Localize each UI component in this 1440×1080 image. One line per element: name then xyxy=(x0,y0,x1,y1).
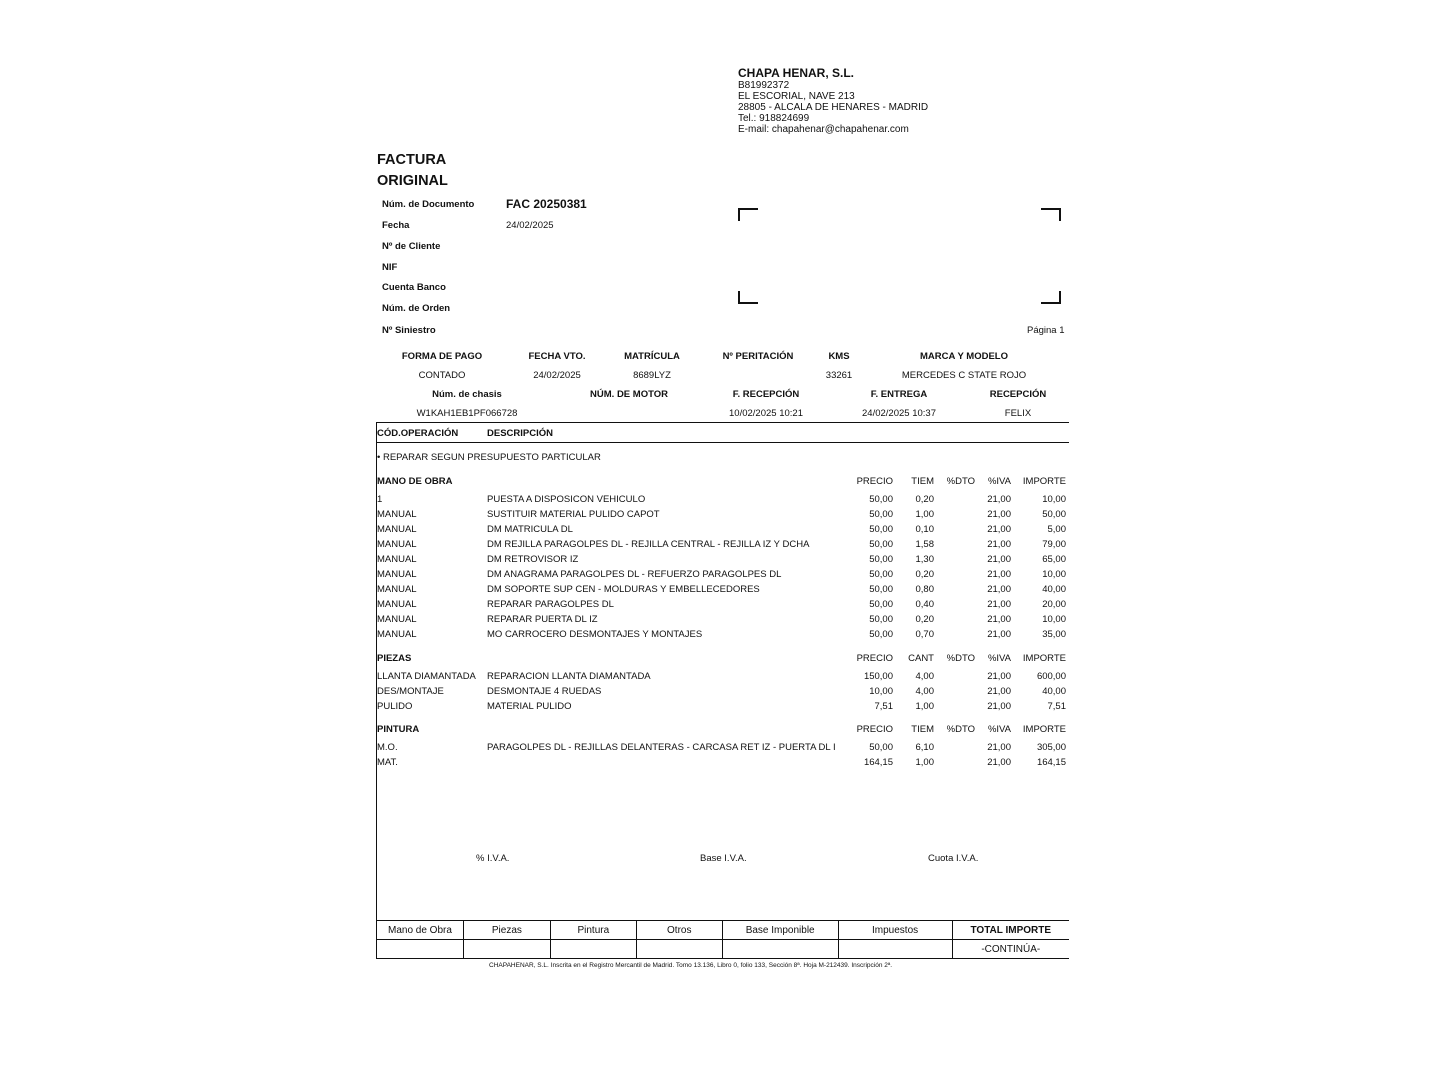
section-column-header: %DTO xyxy=(946,476,975,487)
line-item-description: PARAGOLPES DL - REJILLAS DELANTERAS - CARCASA RET IZ - PUERTA DL I xyxy=(487,742,836,753)
field-label-document-number: Núm. de Documento xyxy=(382,199,475,210)
vehicle-make-model-value: MERCEDES C STATE ROJO xyxy=(901,370,1027,381)
company-cif: B81992372 xyxy=(738,80,790,91)
line-item-amount: 40,00 xyxy=(1042,686,1066,697)
company-email: E-mail: chapahenar@chapahenar.com xyxy=(738,124,909,135)
line-item-description: PUESTA A DISPOSICON VEHICULO xyxy=(487,494,646,505)
line-item-amount: 0,70 xyxy=(915,629,934,640)
company-name: CHAPA HENAR, S.L. xyxy=(738,66,855,80)
line-item-amount: 35,00 xyxy=(1042,629,1066,640)
line-item-description: REPARAR PUERTA DL IZ xyxy=(487,614,598,625)
section-title: MANO DE OBRA xyxy=(377,476,453,487)
totals-value-paint xyxy=(550,940,636,959)
totals-header-parts: Piezas xyxy=(463,921,550,940)
line-item-amount: 21,00 xyxy=(987,584,1011,595)
totals-value-taxes xyxy=(838,940,952,959)
line-item-amount: 21,00 xyxy=(987,569,1011,580)
section-column-header: PRECIO xyxy=(856,724,893,735)
line-item-amount: 50,00 xyxy=(869,614,893,625)
line-item-code: MANUAL xyxy=(377,509,417,520)
line-item-amount: 600,00 xyxy=(1036,671,1066,682)
line-item-code: MANUAL xyxy=(377,629,417,640)
field-value-document-number: FAC 20250381 xyxy=(506,197,587,211)
line-item-amount: 21,00 xyxy=(987,629,1011,640)
totals-value-total: -CONTINÚA- xyxy=(981,943,1041,955)
line-item-code: MANUAL xyxy=(377,554,417,565)
line-item-amount: 21,00 xyxy=(987,554,1011,565)
vat-amount-label: Cuota I.V.A. xyxy=(928,853,979,864)
line-item-amount: 164,15 xyxy=(1036,757,1066,768)
line-item-code: DES/MONTAJE xyxy=(377,686,444,697)
line-item-code: PULIDO xyxy=(377,701,413,712)
line-item-amount: 0,40 xyxy=(915,599,934,610)
line-item-amount: 7,51 xyxy=(1047,701,1066,712)
section-column-header: CANT xyxy=(908,653,934,664)
vehicle-kms-value: 33261 xyxy=(825,370,853,381)
section-title: PINTURA xyxy=(377,724,420,735)
line-item-amount: 21,00 xyxy=(987,671,1011,682)
line-item-description: REPARAR PARAGOLPES DL xyxy=(487,599,614,610)
section-column-header: %IVA xyxy=(987,724,1011,735)
totals-value-taxable-base xyxy=(722,940,838,959)
vehicle-delivery-date-value: 24/02/2025 10:37 xyxy=(862,408,936,419)
line-item-description: DM MATRICULA DL xyxy=(487,524,573,535)
line-item-amount: 1,00 xyxy=(915,701,934,712)
vehicle-header-make-model: MARCA Y MODELO xyxy=(920,351,1008,362)
address-window-corner-br xyxy=(1041,291,1061,304)
line-item-amount: 50,00 xyxy=(869,509,893,520)
line-item-amount: 21,00 xyxy=(987,539,1011,550)
line-item-code: MANUAL xyxy=(377,599,417,610)
lines-header-divider xyxy=(376,442,1069,443)
line-item-code: M.O. xyxy=(377,742,398,753)
line-item-amount: 0,20 xyxy=(915,569,934,580)
field-label-bank-account: Cuenta Banco xyxy=(382,282,446,293)
line-item-amount: 10,00 xyxy=(1042,614,1066,625)
line-item-amount: 4,00 xyxy=(915,671,934,682)
totals-header-paint: Pintura xyxy=(550,921,636,940)
vehicle-header-kms: KMS xyxy=(828,351,850,362)
line-item-description: REPARACION LLANTA DIAMANTADA xyxy=(487,671,651,682)
vat-percent-label: % I.V.A. xyxy=(476,853,510,864)
registry-footer-note: CHAPAHENAR, S.L. Inscrita en el Registro Mercantil de Madrid. Tomo 13.136, Libro 0, folio 133, Sección 8ª. Hoja M-212439. Inscripción 2ª. xyxy=(489,962,893,969)
section-column-header: IMPORTE xyxy=(1022,476,1066,487)
line-item-amount: 4,00 xyxy=(915,686,934,697)
line-item-code: MAT. xyxy=(377,757,398,768)
vat-base-label: Base I.V.A. xyxy=(700,853,747,864)
line-item-amount: 50,00 xyxy=(869,569,893,580)
totals-table xyxy=(376,920,1069,959)
address-window-corner-tl xyxy=(738,208,758,221)
line-item-amount: 1,30 xyxy=(915,554,934,565)
line-item-code: LLANTA DIAMANTADA xyxy=(377,671,476,682)
totals-header-labour: Mano de Obra xyxy=(377,921,464,940)
intro-line: • REPARAR SEGUN PRESUPUESTO PARTICULAR xyxy=(377,452,601,463)
line-item-amount: 21,00 xyxy=(987,524,1011,535)
line-item-amount: 10,00 xyxy=(869,686,893,697)
line-item-description: DM REJILLA PARAGOLPES DL - REJILLA CENTRAL - REJILLA IZ Y DCHA xyxy=(487,539,810,550)
vehicle-header-receptionist: RECEPCIÓN xyxy=(989,389,1047,400)
line-item-description: MATERIAL PULIDO xyxy=(487,701,572,712)
vehicle-due-date-value: 24/02/2025 xyxy=(533,370,581,381)
line-item-amount: 50,00 xyxy=(869,539,893,550)
vehicle-payment-value: CONTADO xyxy=(418,370,466,381)
lines-header-code: CÓD.OPERACIÓN xyxy=(377,428,459,439)
field-value-date: 24/02/2025 xyxy=(506,220,554,231)
line-item-amount: 40,00 xyxy=(1042,584,1066,595)
company-phone: Tel.: 918824699 xyxy=(738,113,810,124)
line-item-amount: 50,00 xyxy=(869,524,893,535)
line-item-code: 1 xyxy=(377,494,383,505)
line-item-amount: 21,00 xyxy=(987,757,1011,768)
line-item-amount: 50,00 xyxy=(869,494,893,505)
line-item-amount: 5,00 xyxy=(1047,524,1066,535)
vehicle-header-engine: NÚM. DE MOTOR xyxy=(590,389,668,400)
line-item-amount: 0,20 xyxy=(915,614,934,625)
line-item-amount: 10,00 xyxy=(1042,569,1066,580)
line-item-amount: 21,00 xyxy=(987,686,1011,697)
company-city: 28805 - ALCALA DE HENARES - MADRID xyxy=(738,102,929,113)
totals-value-others xyxy=(636,940,722,959)
section-column-header: PRECIO xyxy=(856,476,893,487)
totals-header-others: Otros xyxy=(636,921,722,940)
line-item-amount: 21,00 xyxy=(987,614,1011,625)
section-column-header: TIEM xyxy=(911,476,934,487)
line-item-amount: 1,00 xyxy=(915,509,934,520)
vehicle-header-reception-date: F. RECEPCIÓN xyxy=(732,389,800,400)
totals-header-taxes: Impuestos xyxy=(838,921,952,940)
line-item-amount: 21,00 xyxy=(987,509,1011,520)
vehicle-receptionist-value: FELIX xyxy=(1004,408,1032,419)
vehicle-header-chassis: Núm. de chasis xyxy=(432,389,502,400)
line-item-description: DM ANAGRAMA PARAGOLPES DL - REFUERZO PARAGOLPES DL xyxy=(487,569,782,580)
line-item-amount: 50,00 xyxy=(869,629,893,640)
line-item-amount: 305,00 xyxy=(1036,742,1066,753)
line-item-code: MANUAL xyxy=(377,539,417,550)
address-window-corner-bl xyxy=(738,291,758,304)
line-item-code: MANUAL xyxy=(377,569,417,580)
line-item-amount: 50,00 xyxy=(869,584,893,595)
line-item-amount: 0,80 xyxy=(915,584,934,595)
page-number: Página 1 xyxy=(1027,325,1065,336)
line-item-amount: 7,51 xyxy=(874,701,893,712)
line-item-amount: 65,00 xyxy=(1042,554,1066,565)
line-item-amount: 0,20 xyxy=(915,494,934,505)
line-item-amount: 10,00 xyxy=(1042,494,1066,505)
section-column-header: %IVA xyxy=(987,653,1011,664)
line-item-amount: 1,58 xyxy=(915,539,934,550)
line-item-amount: 50,00 xyxy=(869,554,893,565)
field-label-date: Fecha xyxy=(382,220,410,231)
line-item-amount: 6,10 xyxy=(915,742,934,753)
vehicle-reception-date-value: 10/02/2025 10:21 xyxy=(729,408,803,419)
line-item-amount: 50,00 xyxy=(869,599,893,610)
field-label-client-number: Nº de Cliente xyxy=(382,241,441,252)
totals-value-labour xyxy=(377,940,464,959)
section-title: PIEZAS xyxy=(377,653,412,664)
line-item-description: DM SOPORTE SUP CEN - MOLDURAS Y EMBELLECEDORES xyxy=(487,584,760,595)
section-column-header: IMPORTE xyxy=(1022,724,1066,735)
company-address: EL ESCORIAL, NAVE 213 xyxy=(738,91,855,102)
section-column-header: PRECIO xyxy=(856,653,893,664)
line-item-description: MO CARROCERO DESMONTAJES Y MONTAJES xyxy=(487,629,703,640)
vehicle-header-delivery-date: F. ENTREGA xyxy=(870,389,928,400)
lines-header-description: DESCRIPCIÓN xyxy=(487,428,553,439)
doc-title-original: ORIGINAL xyxy=(377,173,448,189)
totals-value-parts xyxy=(463,940,550,959)
line-item-amount: 1,00 xyxy=(915,757,934,768)
section-column-header: TIEM xyxy=(911,724,934,735)
doc-title-factura: FACTURA xyxy=(377,152,447,168)
totals-header-total: TOTAL IMPORTE xyxy=(952,921,1069,940)
line-item-amount: 50,00 xyxy=(869,742,893,753)
line-item-amount: 20,00 xyxy=(1042,599,1066,610)
line-item-amount: 164,15 xyxy=(863,757,893,768)
line-item-code: MANUAL xyxy=(377,524,417,535)
line-item-description: DESMONTAJE 4 RUEDAS xyxy=(487,686,602,697)
section-column-header: %IVA xyxy=(987,476,1011,487)
line-item-amount: 79,00 xyxy=(1042,539,1066,550)
totals-header-taxable-base: Base Imponible xyxy=(722,921,838,940)
vehicle-chassis-value: W1KAH1EB1PF066728 xyxy=(416,408,518,419)
line-item-amount: 50,00 xyxy=(1042,509,1066,520)
vehicle-header-payment: FORMA DE PAGO xyxy=(401,351,483,362)
line-item-amount: 0,10 xyxy=(915,524,934,535)
line-item-description: SUSTITUIR MATERIAL PULIDO CAPOT xyxy=(487,509,660,520)
line-item-amount: 150,00 xyxy=(863,671,893,682)
address-window-corner-tr xyxy=(1041,208,1061,221)
vehicle-header-due-date: FECHA VTO. xyxy=(528,351,586,362)
section-column-header: IMPORTE xyxy=(1022,653,1066,664)
vehicle-header-plate: MATRÍCULA xyxy=(624,351,680,362)
vehicle-header-appraisal: Nº PERITACIÓN xyxy=(722,351,794,362)
field-label-claim-number: Nº Siniestro xyxy=(382,325,436,336)
line-item-amount: 21,00 xyxy=(987,494,1011,505)
field-label-nif: NIF xyxy=(382,262,398,273)
field-label-order-number: Núm. de Orden xyxy=(382,303,451,314)
lines-box-top-border xyxy=(376,422,1069,423)
line-item-code: MANUAL xyxy=(377,584,417,595)
section-column-header: %DTO xyxy=(946,724,975,735)
line-item-amount: 21,00 xyxy=(987,701,1011,712)
line-item-code: MANUAL xyxy=(377,614,417,625)
line-item-amount: 21,00 xyxy=(987,742,1011,753)
line-item-description: DM RETROVISOR IZ xyxy=(487,554,579,565)
section-column-header: %DTO xyxy=(946,653,975,664)
line-item-amount: 21,00 xyxy=(987,599,1011,610)
vehicle-plate-value: 8689LYZ xyxy=(633,370,671,381)
